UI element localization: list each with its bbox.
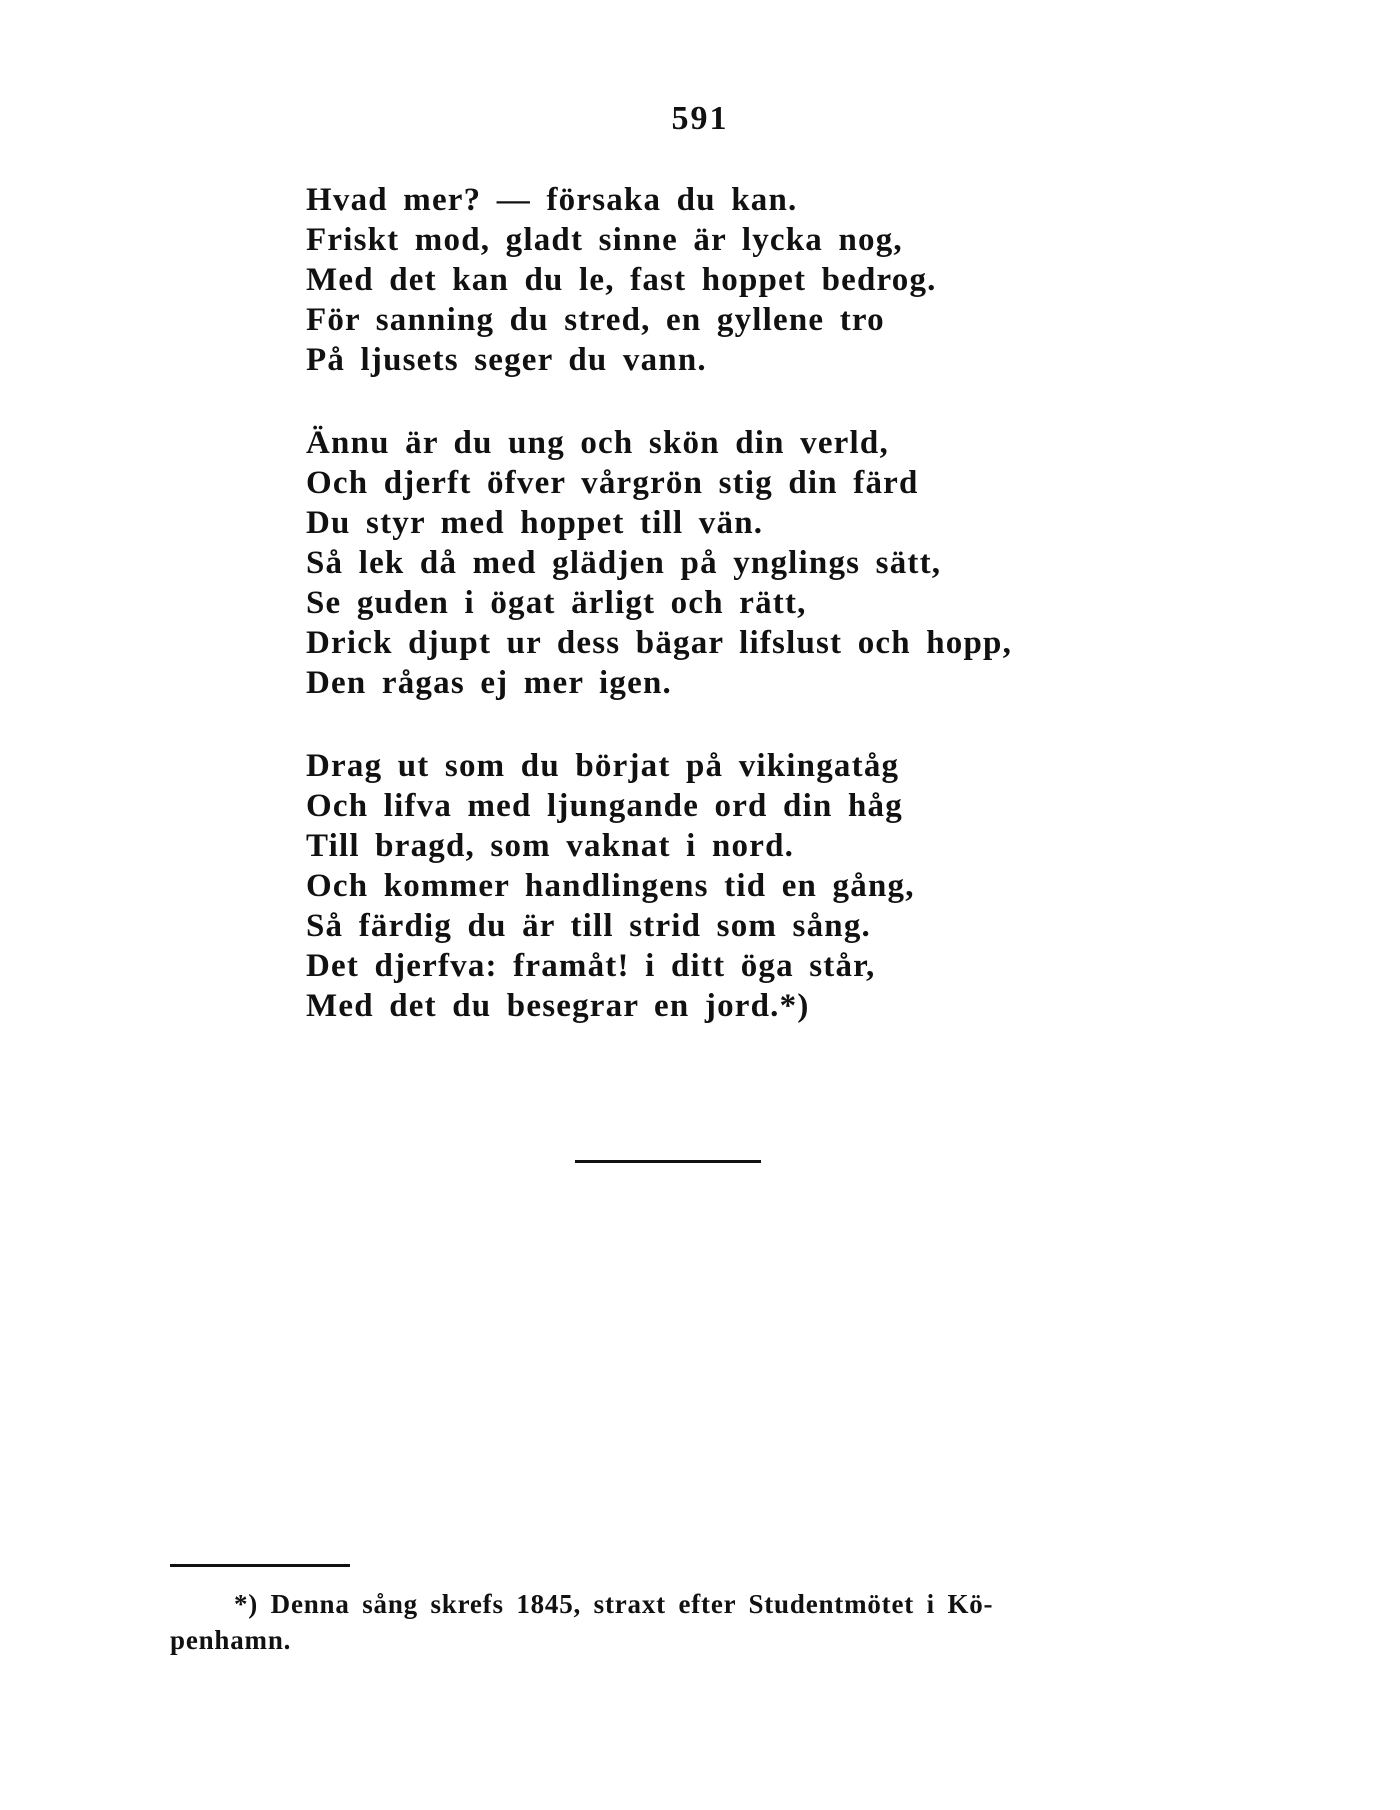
verse-line: Det djerfva: framåt! i ditt öga står, (306, 948, 876, 984)
footnote-line: *) Denna sång skrefs 1845, straxt efter Studentmötet i Kö- (234, 1589, 994, 1619)
footnote-separator-rule (170, 1564, 350, 1567)
verse-line: Drag ut som du börjat på vikingatåg (306, 748, 900, 784)
footnote-line: penhamn. (170, 1625, 292, 1655)
verse-line: Så färdig du är till strid som sång. (306, 908, 871, 944)
stanza-1 (306, 180, 1106, 380)
section-end-rule (575, 1160, 761, 1163)
verse-line: Och djerft öfver vårgrön stig din färd (306, 465, 919, 501)
verse-line: Och lifva med ljungande ord din håg (306, 788, 903, 824)
poem (306, 180, 1106, 1069)
verse-line: Se guden i ögat ärligt och rätt, (306, 585, 807, 621)
verse-line: För sanning du stred, en gyllene tro (306, 302, 885, 338)
verse-line: Till bragd, som vaknat i nord. (306, 828, 795, 864)
footnote (170, 1586, 1180, 1658)
stanza-3 (306, 746, 1106, 1026)
verse-line: Drick djupt ur dess bägar lifslust och hopp, (306, 625, 1013, 661)
verse-line: Med det du besegrar en jord.*) (306, 988, 810, 1024)
verse-line: Så lek då med glädjen på ynglings sätt, (306, 545, 942, 581)
verse-line: Och kommer handlingens tid en gång, (306, 868, 915, 904)
page-number: 591 (671, 100, 729, 137)
verse-line: Med det kan du le, fast hoppet bedrog. (306, 262, 937, 298)
verse-line: Friskt mod, gladt sinne är lycka nog, (306, 222, 903, 258)
verse-line: Den rågas ej mer igen. (306, 665, 672, 701)
verse-line: Hvad mer? — försaka du kan. (306, 182, 798, 218)
stanza-2 (306, 423, 1106, 703)
verse-line: På ljusets seger du vann. (306, 342, 707, 378)
verse-line: Du styr med hoppet till vän. (306, 505, 764, 541)
verse-line: Ännu är du ung och skön din verld, (306, 425, 889, 461)
